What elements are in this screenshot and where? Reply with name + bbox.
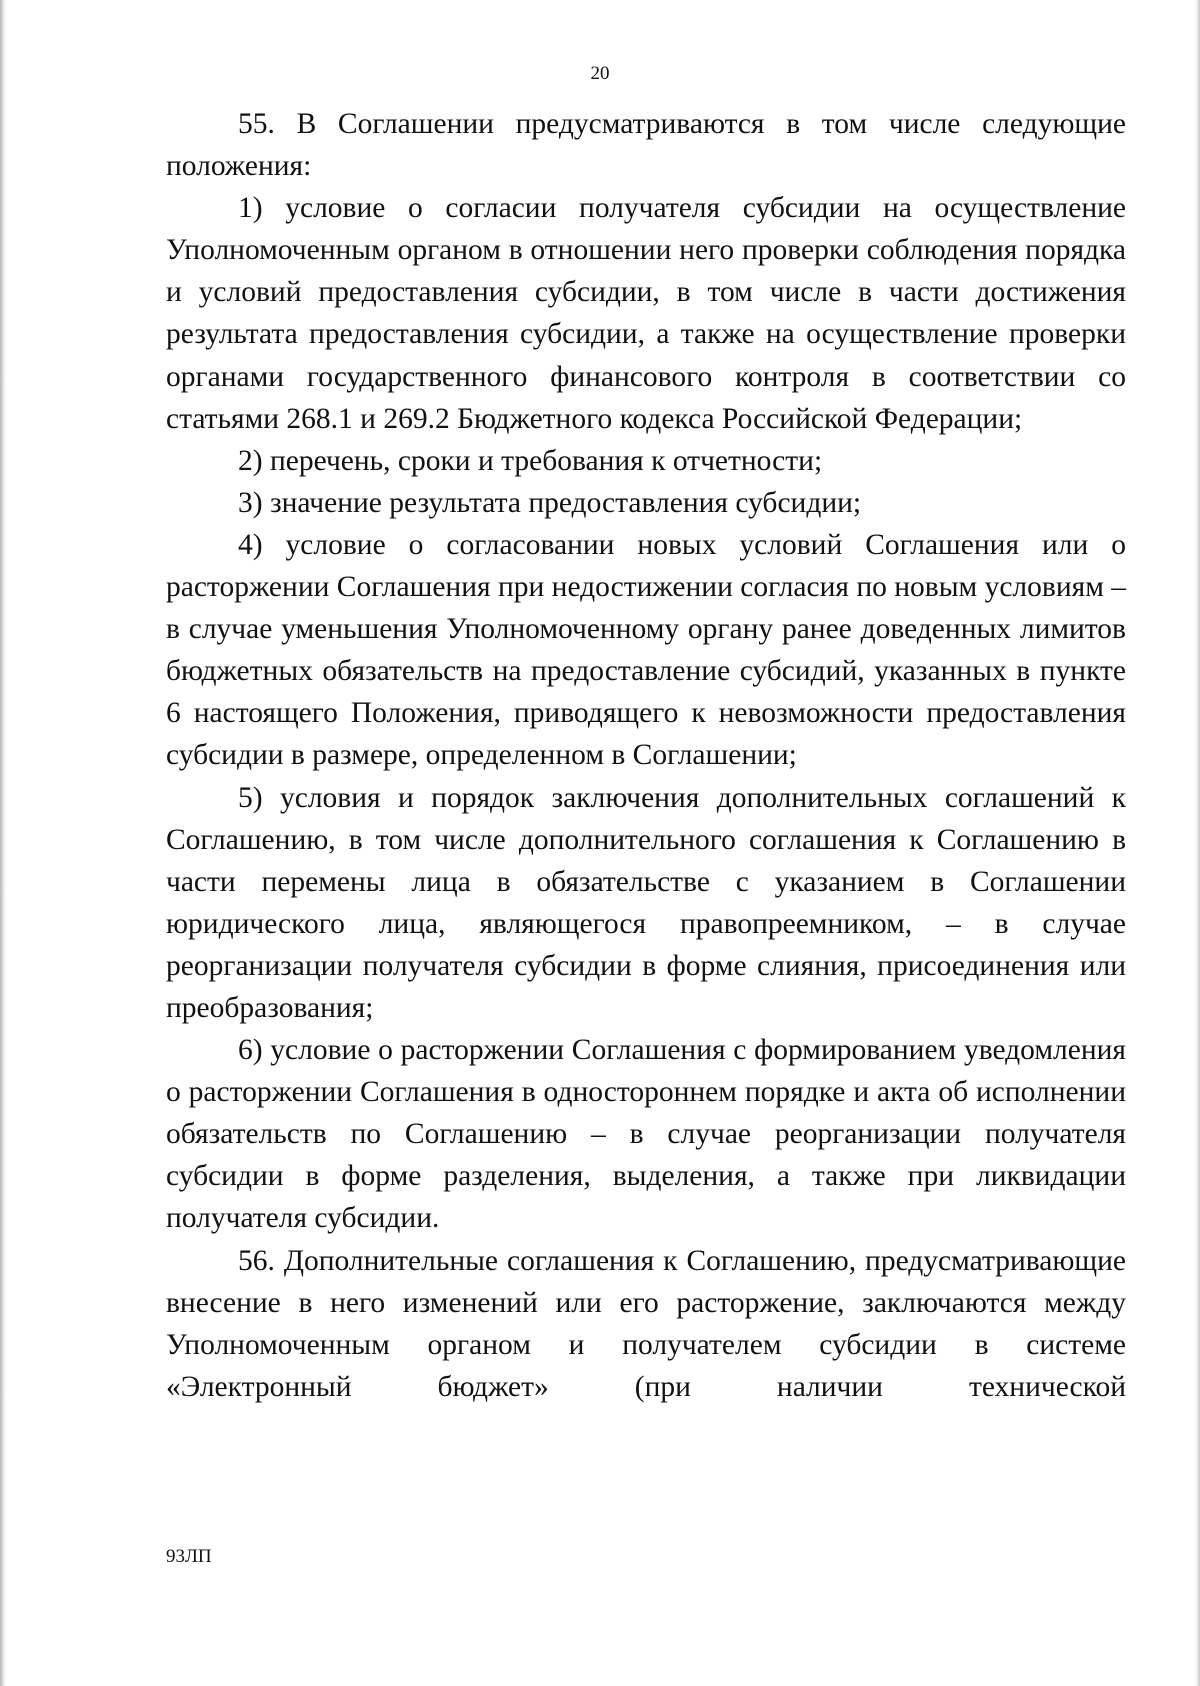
document-body (166, 103, 1126, 1408)
paragraph-55: 55. В Соглашении предусматриваются в том числе следующие положения: (166, 108, 1126, 183)
scan-edge-right (1195, 0, 1200, 1686)
list-item-4: 4) условие о согласовании новых условий Соглашения или о расторжении Соглашения при недостижении согласия по новым условиям – в случае уменьшения Уполномоченному органу ранее доведенных лимитов бюджетных обязательств на предоставление субсидий, указанных в пункте 6 настоящего Положения, приводящего к невозможности предоставления субсидии в размере, определенном в Соглашении; (166, 528, 1126, 772)
footer-document-code: 93ЛП (166, 1546, 212, 1567)
list-item-5: 5) условия и порядок заключения дополнительных соглашений к Соглашению, в том числе дополнительного соглашения к Соглашению в части перемены лица в обязательстве с указанием в Соглашении юридического лица, являющегося правопреемником, – в случае реорганизации получателя субсидии в форме слияния, присоединения или преобразования; (166, 781, 1126, 1024)
list-item-1: 1) условие о согласии получателя субсидии на осуществление Уполномоченным органом в отношении него проверки соблюдения порядка и условий предоставления субсидии, в том числе в части достижения результата предоставления субсидии, а также на осуществление проверки органами государственного финансового контроля в соответствии со статьями 268.1 и 269.2 Бюджетного кодекса Российской Федерации; (166, 192, 1126, 435)
paragraph-56: 56. Дополнительные соглашения к Соглашению, предусматривающие внесение в него изменений или его расторжение, заключаются между Уполномоченным органом и получателем субсидии в системе «Электронный бюджет» (при наличии технической (166, 1244, 1126, 1403)
page-number: 20 (590, 63, 610, 84)
scan-edge-left (0, 0, 6, 1686)
list-item-2: 2) перечень, сроки и требования к отчетности; (238, 444, 823, 477)
list-item-6: 6) условие о расторжении Соглашения с формированием уведомления о расторжении Соглашения в одностороннем порядке и акта об исполнении обязательств по Соглашению – в случае реорганизации получателя субсидии в форме разделения, выделения, а также при ликвидации получателя субсидии. (166, 1034, 1126, 1235)
list-item-3: 3) значение результата предоставления субсидии; (238, 486, 862, 519)
